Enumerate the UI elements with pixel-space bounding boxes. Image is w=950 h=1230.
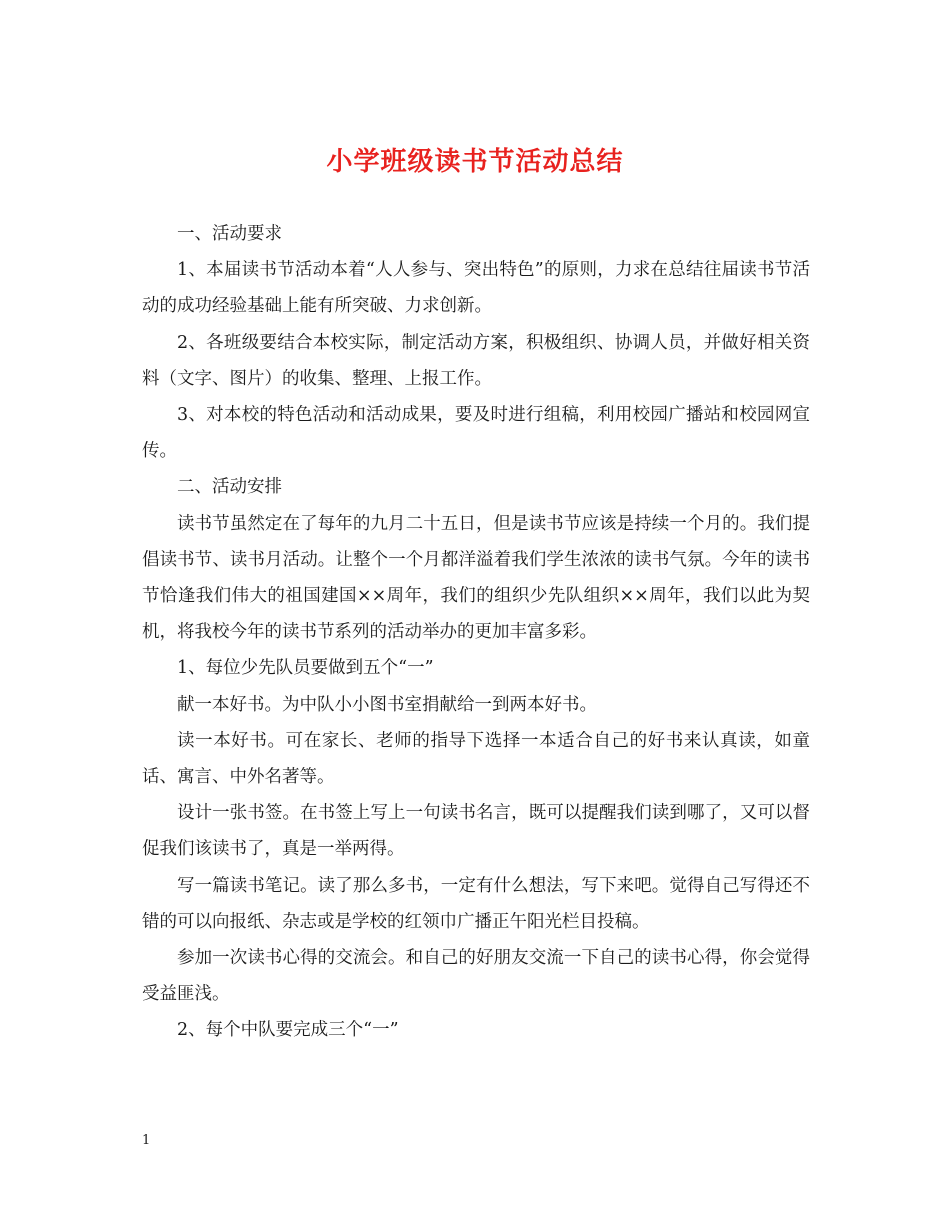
paragraph: 写一篇读书笔记。读了那么多书，一定有什么想法，写下来吧。觉得自己写得还不错的可以向报纸、杂志或是学校的红领巾广播正午阳光栏目投稿。 bbox=[142, 875, 810, 932]
paragraph: 献一本好书。为中队小小图书室捐献给一到两本好书。 bbox=[177, 694, 597, 715]
document-body bbox=[142, 216, 810, 1049]
paragraph: 参加一次读书心得的交流会。和自己的好朋友交流一下自己的读书心得，你会觉得受益匪浅。 bbox=[142, 948, 810, 1005]
subsection-heading: 1、每位少先队员要做到五个“一” bbox=[177, 658, 434, 679]
paragraph: 3、对本校的特色活动和活动成果，要及时进行组稿，利用校园广播站和校园网宣传。 bbox=[142, 405, 810, 462]
document-title: 小学班级读书节活动总结 bbox=[326, 147, 624, 177]
section-heading-requirements: 一、活动要求 bbox=[177, 224, 282, 244]
paragraph: 读一本好书。可在家长、老师的指导下选择一本适合自己的好书来认真读，如童话、寓言、中外名著等。 bbox=[142, 730, 810, 788]
paragraph: 2、各班级要结合本校实际，制定活动方案，积极组织、协调人员，并做好相关资料（文字、图片）的收集、整理、上报工作。 bbox=[142, 332, 810, 389]
subsection-heading: 2、每个中队要完成三个“一” bbox=[177, 1020, 399, 1041]
page-number: 1 bbox=[142, 1133, 151, 1148]
paragraph: 读书节虽然定在了每年的九月二十五日，但是读书节应该是持续一个月的。我们提倡读书节、读书月活动。让整个一个月都洋溢着我们学生浓浓的读书气氛。今年的读书节恰逢我们伟大的祖国建国××周年，我们的组织少先队组织××周年，我们以此为契机，将我校今年的读书节系列的活动举办的更加丰富多彩。 bbox=[142, 513, 810, 643]
section-heading-arrangement: 二、活动安排 bbox=[177, 477, 282, 498]
paragraph: 1、本届读书节活动本着“人人参与、突出特色”的原则，力求在总结往届读书节活动的成功经验基础上能有所突破、力求创新。 bbox=[142, 260, 810, 317]
paragraph: 设计一张书签。在书签上写上一句读书名言，既可以提醒我们读到哪了，又可以督促我们该读书了，真是一举两得。 bbox=[142, 803, 810, 860]
